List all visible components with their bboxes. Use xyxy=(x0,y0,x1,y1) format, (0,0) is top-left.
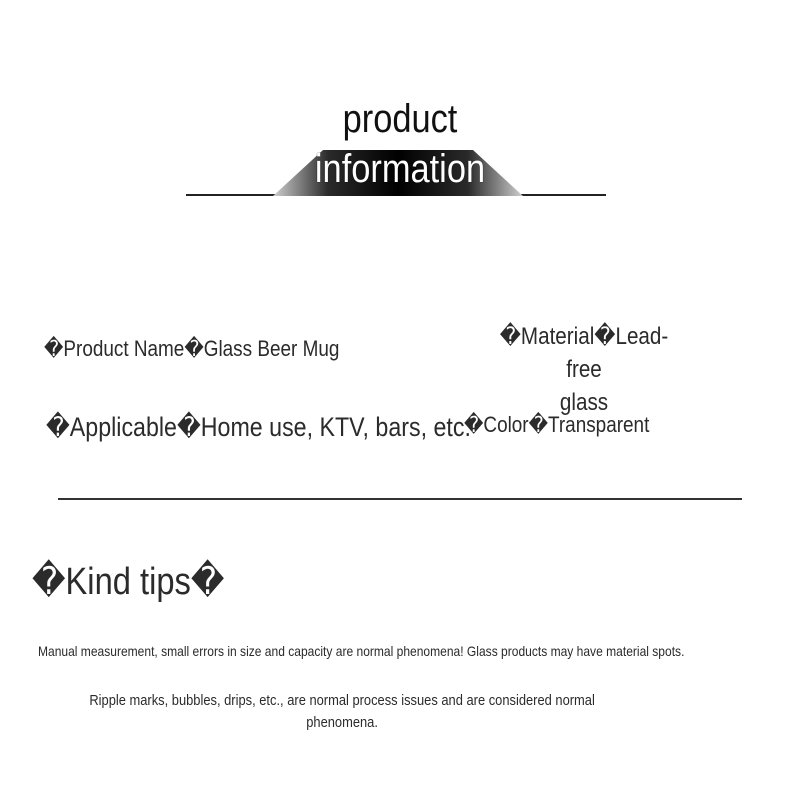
material-line1: �Material�Lead-free xyxy=(499,323,669,383)
section-divider xyxy=(58,498,742,500)
kind-tips-heading: �Kind tips� xyxy=(32,561,225,603)
product-name-field: �Product Name�Glass Beer Mug xyxy=(44,336,340,361)
material-line2: glass xyxy=(559,389,609,416)
applicable-field: �Applicable�Home use, KTV, bars, etc. xyxy=(46,412,471,442)
page-title-line2: information xyxy=(314,147,486,191)
page-title-line1: product xyxy=(342,97,458,141)
tip-text-1: Manual measurement, small errors in size and capacity are normal phenomena! Glass products may have material spots. xyxy=(37,643,685,659)
tip-text-2: Ripple marks, bubbles, drips, etc., are normal process issues and are considered normal phenomena. xyxy=(89,692,595,731)
color-field: �Color�Transparent xyxy=(464,412,650,437)
material-field xyxy=(466,320,702,419)
